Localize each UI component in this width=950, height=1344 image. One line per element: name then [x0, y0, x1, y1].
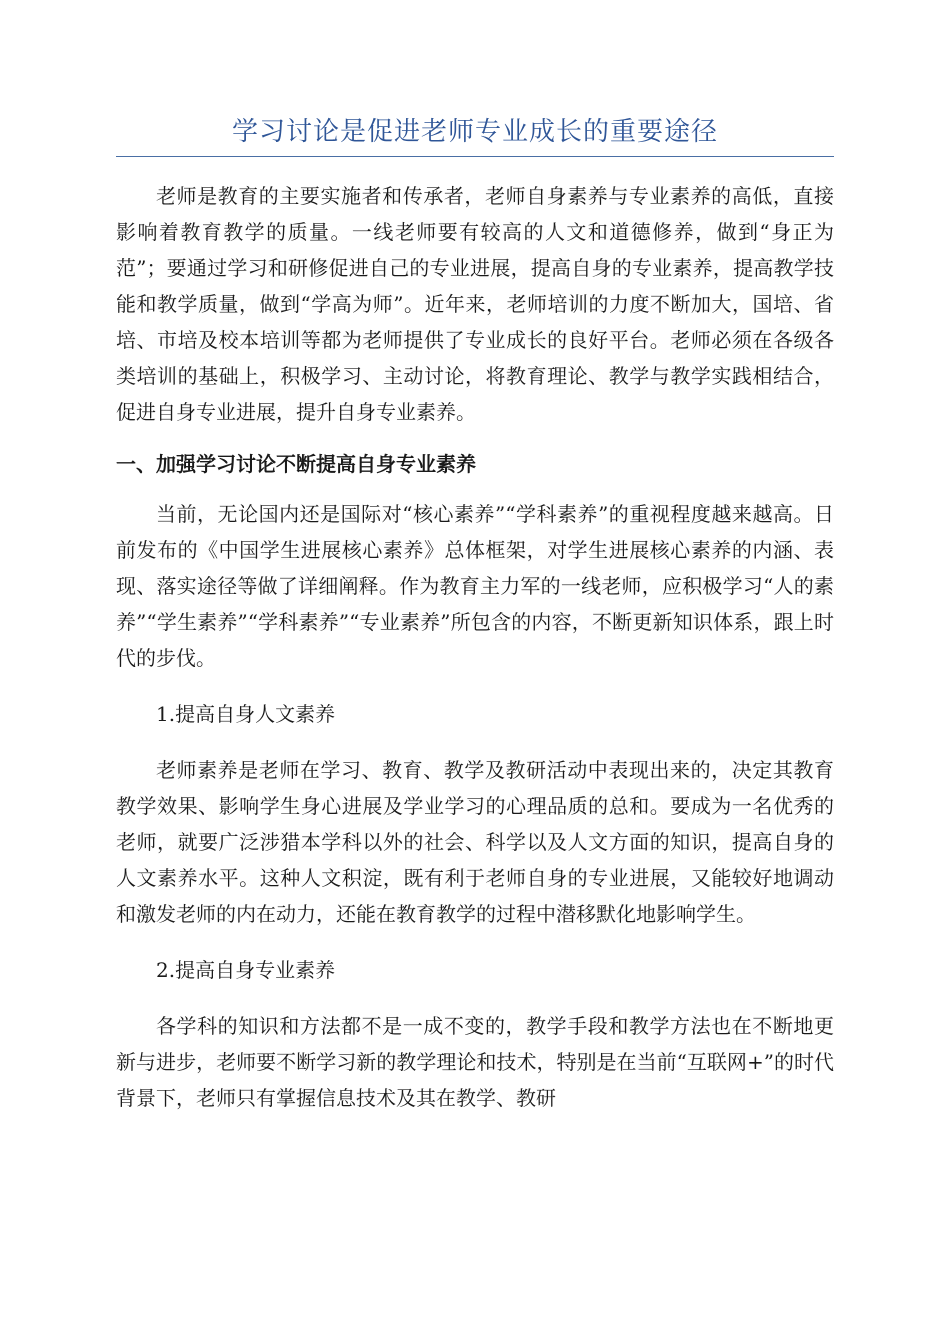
- page-title: 学习讨论是促进老师专业成长的重要途径: [231, 117, 718, 147]
- subsection2-paragraph: 各学科的知识和方法都不是一成不变的，教学手段和教学方法也在不断地更新与进步，老师要不断学习新的教学理论和技术，特别是在当前“互联网+”的时代背景下，老师只有掌握信息技术及其在教学、教研: [116, 1014, 834, 1110]
- subsection2-heading: 2.提高自身专业素养: [156, 958, 336, 982]
- section1-heading: 一、加强学习讨论不断提高自身专业素养: [116, 452, 476, 476]
- title-bar: [116, 108, 834, 157]
- section1-paragraph: 当前，无论国内还是国际对“核心素养”“学科素养”的重视程度越来越高。日前发布的《中国学生进展核心素养》总体框架，对学生进展核心素养的内涵、表现、落实途径等做了详细阐释。作为教育主力军的一线老师，应积极学习“人的素养”“学生素养”“学科素养”“专业素养”所包含的内容，不断更新知识体系，跟上时代的步伐。: [116, 502, 834, 670]
- subsection1-heading: 1.提高自身人文素养: [156, 702, 336, 726]
- intro-paragraph: 老师是教育的主要实施者和传承者，老师自身素养与专业素养的高低，直接影响着教育教学的质量。一线老师要有较高的人文和道德修养，做到“身正为范”；要通过学习和研修促进自己的专业进展，提高自身的专业素养，提高教学技能和教学质量，做到“学高为师”。近年来，老师培训的力度不断加大，国培、省培、市培及校本培训等都为老师提供了专业成长的良好平台。老师必须在各级各类培训的基础上，积极学习、主动讨论，将教育理论、教学与教学实践相结合，促进自身专业进展，提升自身专业素养。: [116, 184, 834, 424]
- document-body: [116, 178, 834, 1116]
- subsection1-paragraph: 老师素养是老师在学习、教育、教学及教研活动中表现出来的，决定其教育教学效果、影响学生身心进展及学业学习的心理品质的总和。要成为一名优秀的老师，就要广泛涉猎本学科以外的社会、科学以及人文方面的知识，提高自身的人文素养水平。这种人文积淀，既有利于老师自身的专业进展，又能较好地调动和激发老师的内在动力，还能在教育教学的过程中潜移默化地影响学生。: [116, 758, 834, 926]
